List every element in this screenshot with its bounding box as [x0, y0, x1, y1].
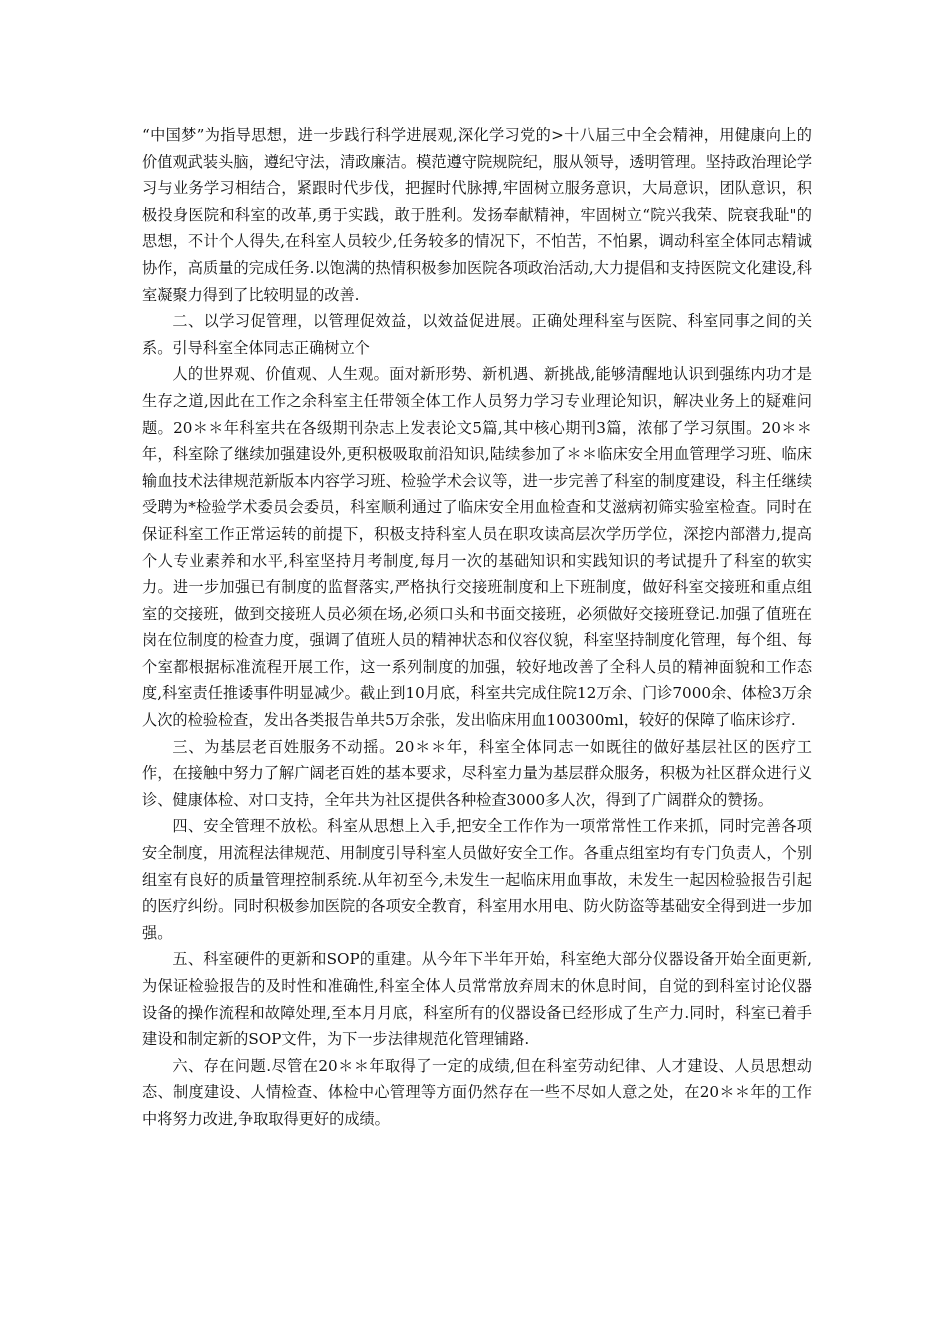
paragraph-6: 五、科室硬件的更新和SOP的重建。从今年下半年开始，科室绝大部分仪器设备开始全面更新,为保证检验报告的及时性和准确性,科室全体人员常常放弃周末的休息时间，自觉的到科室讨论仪器设备的操作流程和故障处理,至本月月底，科室所有的仪器设备已经形成了生产力.同时，科室已着手建设和制定新的SOP文件，为下一步法律规范化管理铺路.: [142, 950, 812, 1049]
paragraph-3: 人的世界观、价值观、人生观。面对新形势、新机遇、新挑战,能够清醒地认识到强练内功才是生存之道,因此在工作之余科室主任带领全体工作人员努力学习专业理论知识，解决业务上的疑难问题。20＊＊年科室共在各级期刊杂志上发表论文5篇,其中核心期刊3篇，浓郁了学习氛围。20＊＊年，科室除了继续加强建设外,更积极吸取前沿知识,陆续参加了＊＊临床安全用血管理学习班、临床输血技术法律规范新版本内容学习班、检验学术会议等，进一步完善了科室的制度建设，科主任继续受聘为*检验学术委员会委员，科室顺利通过了临床安全用血检查和艾滋病初筛实验室检查。同时在保证科室工作正常运转的前提下，积极支持科室人员在职攻读高层次学历学位，深挖内部潜力,提高个人专业素养和水平,科室坚持月考制度,每月一次的基础知识和实践知识的考试提升了科室的软实力。进一步加强已有制度的监督落实,严格执行交接班制度和上下班制度，做好科室交接班和重点组室的交接班，做到交接班人员必须在场,必须口头和书面交接班，必须做好交接班登记.加强了值班在岗在位制度的检查力度，强调了值班人员的精神状态和仪容仪貌，科室坚持制度化管理，每个组、每个室都根据标准流程开展工作，这一系列制度的加强，较好地改善了全科人员的精神面貌和工作态度,科室责任推诿事件明显减少。截止到10月底，科室共完成住院12万余、门诊7000余、体检3万余人次的检验检查，发出各类报告单共5万余张，发出临床用血100300ml，较好的保障了临床诊疗.: [142, 365, 812, 730]
paragraph-1: “中国梦”为指导思想，进一步践行科学进展观,深化学习党的>十八届三中全会精神，用健康向上的价值观武装头脑，遵纪守法，清政廉洁。模范遵守院规院纪，服从领导，透明管理。坚持政治理论学习与业务学习相结合，紧跟时代步伐，把握时代脉搏,牢固树立服务意识，大局意识，团队意识，积极投身医院和科室的改革,勇于实践，敢于胜利。发扬奉献精神，牢固树立“院兴我荣、院衰我耻"的思想，不计个人得失,在科室人员较少,任务较多的情况下，不怕苦，不怕累，调动科室全体同志精诚协作，高质量的完成任务.以饱满的热情积极参加医院各项政治活动,大力提倡和支持医院文化建设,科室凝聚力得到了比较明显的改善.: [142, 126, 812, 304]
document-page: [142, 122, 812, 1133]
paragraph-7: 六、存在问题.尽管在20＊＊年取得了一定的成绩,但在科室劳动纪律、人才建设、人员思想动态、制度建设、人情检查、体检中心管理等方面仍然存在一些不尽如人意之处，在20＊＊年的工作中将努力改进,争取取得更好的成绩。: [142, 1056, 812, 1128]
paragraph-2: 二、以学习促管理，以管理促效益，以效益促进展。正确处理科室与医院、科室同事之间的关系。引导科室全体同志正确树立个: [142, 312, 812, 357]
paragraph-4: 三、为基层老百姓服务不动摇。20＊＊年，科室全体同志一如既往的做好基层社区的医疗工作，在接触中努力了解广阔老百姓的基本要求，尽科室力量为基层群众服务，积极为社区群众进行义诊、健康体检、对口支持，全年共为社区提供各种检查3000多人次，得到了广阔群众的赞扬。: [142, 737, 812, 809]
paragraph-5: 四、安全管理不放松。科室从思想上入手,把安全工作作为一项常常性工作来抓，同时完善各项安全制度，用流程法律规范、用制度引导科室人员做好安全工作。各重点组室均有专门负责人，个别组室有良好的质量管理控制系统.从年初至今,未发生一起临床用血事故，未发生一起因检验报告引起的医疗纠纷。同时积极参加医院的各项安全教育，科室用水用电、防火防盗等基础安全得到进一步加强。: [142, 817, 812, 942]
